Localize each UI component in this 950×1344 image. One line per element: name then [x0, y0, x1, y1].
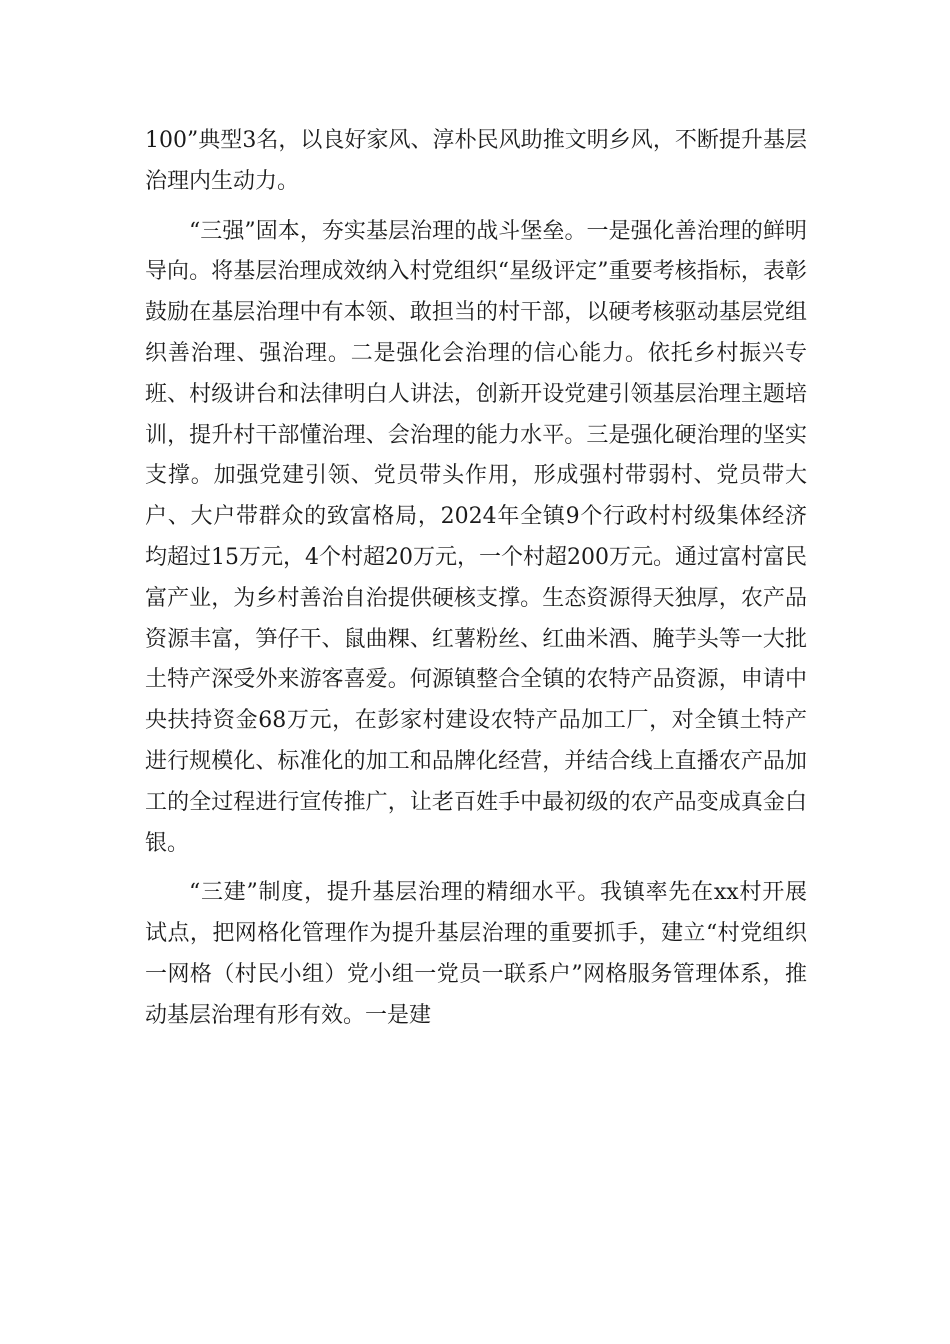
paragraph-san-jian: “三建”制度，提升基层治理的精细水平。我镇率先在xx村开展试点，把网格化管理作为提升基层治理的重要抓手，建立“村党组织一网格（村民小组）党小组一党员一联系户”网格服务管理体系，推动基层治理有形有效。一是建	[145, 880, 807, 1028]
paragraph-san-qiang: “三强”固本，夯实基层治理的战斗堡垒。一是强化善治理的鲜明导向。将基层治理成效纳入村党组织“星级评定”重要考核指标，表彰鼓励在基层治理中有本领、敢担当的村干部，以硬考核驱动基层党组织善治理、强治理。二是强化会治理的信心能力。依托乡村振兴专班、村级讲台和法律明白人讲法，创新开设党建引领基层治理主题培训，提升村干部懂治理、会治理的能力水平。三是强化硬治理的坚实支撑。加强党建引领、党员带头作用，形成强村带弱村、党员带大户、大户带群众的致富格局，2024年全镇9个行政村村级集体经济均超过15万元，4个村超20万元，一个村超200万元。通过富村富民富产业，为乡村善治自治提供硬核支撑。生态资源得天独厚，农产品资源丰富，笋仔干、鼠曲粿、红薯粉丝、红曲米酒、腌芋头等一大批土特产深受外来游客喜爱。何源镇整合全镇的农特产品资源，申请中央扶持资金68万元，在彭家村建设农特产品加工厂，对全镇土特产进行规模化、标准化的加工和品牌化经营，并结合线上直播农产品加工的全过程进行宣传推广，让老百姓手中最初级的农产品变成真金白银。	[145, 218, 807, 856]
paragraph-continuation: 100”典型3名，以良好家风、淳朴民风助推文明乡风，不断提升基层治理内生动力。	[145, 128, 807, 194]
document-page	[145, 121, 807, 1037]
